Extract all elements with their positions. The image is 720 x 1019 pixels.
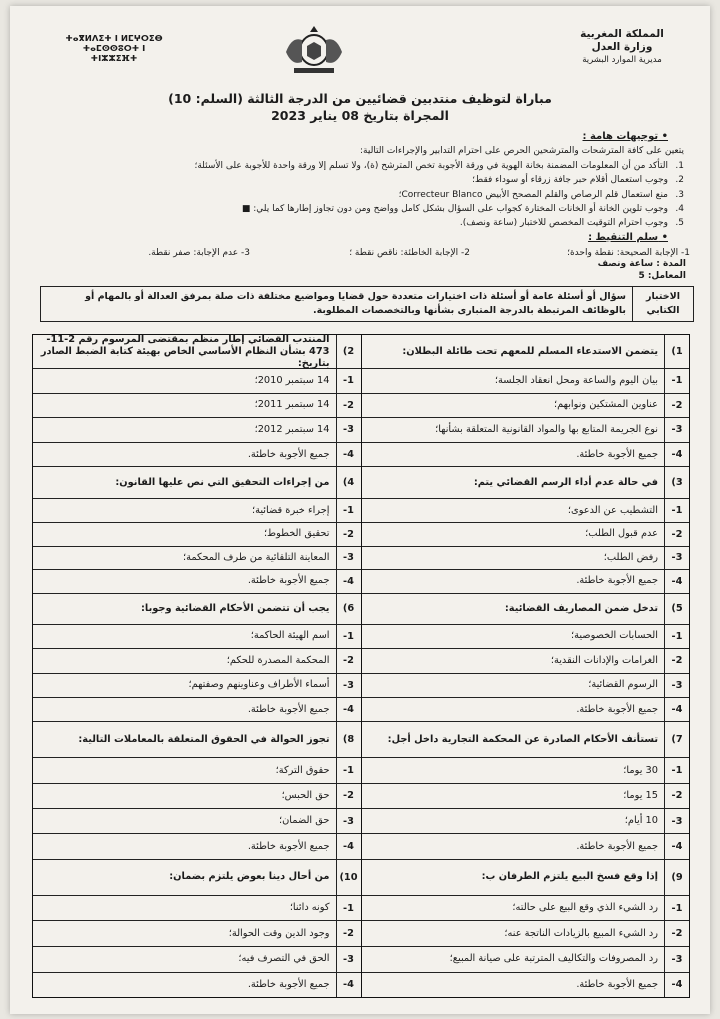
option-number: 1- (664, 758, 689, 782)
answer-option[interactable]: 2- الغرامات والإدانات النقدية؛ (362, 649, 690, 673)
instruction-item: 5. وجوب احترام التوقيت المخصص للاختبار (ساعة ونصف). (459, 218, 684, 229)
answer-option[interactable]: 1- الحسابات الخصوصية؛ (362, 625, 690, 649)
question-row: 2) المنتدب القضائي إطار منظم بمقتضى المرسوم رقم 2-11-473 بشأن النظام الأساسي الخاص بهيئة كتابة الضبط الصادر بتاريخ: (33, 335, 361, 369)
ministry-header-tifinagh: ⵜⴰⴳⵍⴷⵉⵜ ⵏ ⵍⵎⵖⵔⵉⴱ ⵜⴰⵎⵙⵙⵓⵔⵜ ⵏ ⵜⵏⵣⵣⵉⴼⵜ (65, 34, 163, 64)
answer-option[interactable]: 3- رفض الطلب؛ (362, 547, 690, 571)
question-row: 1) يتضمن الاستدعاء المسلم للمعهم تحت طائلة البطلان: (362, 335, 690, 369)
option-number: 1- (336, 896, 361, 921)
answer-option[interactable]: 1- كونه دائنا؛ (33, 896, 361, 922)
answer-option[interactable]: 2- عناوين المشتكين ونوابهم؛ (362, 394, 690, 419)
option-number: 4- (664, 834, 689, 858)
answer-option[interactable]: 1- بيان اليوم والساعة ومحل انعقاد الجلسة؛ (362, 369, 690, 394)
question-row: 8) تجوز الحوالة في الحقوق المتعلقة بالمعاملات التالية: (33, 722, 361, 758)
option-number: 2- (664, 523, 689, 546)
option-number: 4- (664, 443, 689, 467)
option-number: 2- (336, 394, 361, 418)
option-number: 1- (664, 369, 689, 393)
answer-option[interactable]: 4- جميع الأجوبة خاطئة. (33, 443, 361, 468)
option-number: 3- (664, 809, 689, 833)
option-number: 1- (336, 369, 361, 393)
option-number: 1- (664, 625, 689, 648)
instruction-item: 2. وجوب استعمال أقلام حبر جافة زرقاء أو سوداء فقط؛ (472, 175, 684, 186)
answer-option[interactable]: 4- جميع الأجوبة خاطئة. (362, 698, 690, 722)
answer-option[interactable]: 3- الحق في التصرف فيه؛ (33, 947, 361, 973)
option-number: 4- (664, 570, 689, 593)
option-number: 1- (336, 758, 361, 782)
answer-option[interactable]: 2- رد الشيء المبيع بالزيادات الناتجة عنه؛ (362, 921, 690, 947)
questions-table (32, 334, 690, 998)
option-number: 3- (664, 947, 689, 972)
answer-option[interactable]: 3- رد المصروفات والتكاليف المترتبة على صيانة المبيع؛ (362, 947, 690, 973)
option-number: 1- (664, 499, 689, 522)
option-number: 4- (664, 698, 689, 721)
option-number: 4- (336, 698, 361, 721)
question-row: 9) إذا وقع فسخ البيع يلتزم الطرفان ب: (362, 860, 690, 896)
option-number: 1- (664, 896, 689, 921)
question-row: 4) من إجراءات التحقيق التي نص عليها القانون: (33, 467, 361, 499)
answer-option[interactable]: 4- جميع الأجوبة خاطئة. (33, 698, 361, 722)
answer-option[interactable]: 1- 14 سبتمبر 2010؛ (33, 369, 361, 394)
answer-option[interactable]: 1- حقوق التركة؛ (33, 758, 361, 783)
option-number: 2- (664, 649, 689, 672)
option-number: 2- (336, 784, 361, 808)
option-number: 2- (664, 394, 689, 418)
exam-description-box: الاختبار الكتابي سؤال أو أسئلة عامة أو أسئلة ذات اختيارات متعددة حول قضايا ومواضيع مختلفة ذات صلة بمرفق العدالة أو بالمهام أو بالوظائف المرتبطة بالدرجة المتبارى بشأنها وبالتخصصات المطلوبة. (40, 286, 694, 322)
exam-meta: المدة : ساعة ونصف المعامل: 5 (597, 259, 686, 282)
answer-option[interactable]: 2- 15 يوما؛ (362, 784, 690, 809)
answer-option[interactable]: 3- 10 أيام؛ (362, 809, 690, 834)
questions-column-odd (361, 335, 690, 997)
answer-option[interactable]: 1- إجراء خبرة قضائية؛ (33, 499, 361, 523)
answer-option[interactable]: 3- حق الضمان؛ (33, 809, 361, 834)
option-number: 3- (336, 418, 361, 442)
answer-option[interactable]: 2- وجود الدين وقت الحوالة؛ (33, 921, 361, 947)
answer-option[interactable]: 3- الرسوم القضائية؛ (362, 674, 690, 698)
answer-option[interactable]: 1- رد الشيء الذي وقع البيع على حالته؛ (362, 896, 690, 922)
answer-option[interactable]: 3- 14 سبتمبر 2012؛ (33, 418, 361, 443)
option-number: 3- (336, 809, 361, 833)
answer-option[interactable]: 2- المحكمة المصدرة للحكم؛ (33, 649, 361, 673)
answer-option[interactable]: 4- جميع الأجوبة خاطئة. (33, 973, 361, 998)
option-number: 2- (336, 649, 361, 672)
question-row: 10) من أحال دينا بعوض يلتزم بضمان: (33, 860, 361, 896)
grading-scale: 1- الإجابة الصحيحة: نقطة واحدة؛ 2- الإجابة الخاطئة: ناقص نقطة ؛ 3- عدم الإجابة: صفر نقطة. (148, 248, 690, 259)
answer-option[interactable]: 1- اسم الهيئة الحاكمة؛ (33, 625, 361, 649)
coat-of-arms-icon (280, 22, 348, 78)
question-row: 6) يجب أن تتضمن الأحكام القضائية وجوبا: (33, 594, 361, 625)
question-row: 5) تدخل ضمن المصاريف القضائية: (362, 594, 690, 625)
ministry-header-arabic: المملكة المغربية وزارة العدل مديرية الموارد البشرية (580, 28, 664, 65)
answer-option[interactable]: 3- المعاينة التلقائية من طرف المحكمة؛ (33, 547, 361, 571)
answer-option[interactable]: 2- حق الحبس؛ (33, 784, 361, 809)
answer-option[interactable]: 4- جميع الأجوبة خاطئة. (362, 834, 690, 859)
instruction-item: 1. التأكد من أن المعلومات المضمنة بخانة الهوية في ورقة الأجوبة تخص المترشح (ة)، ولا تسلم إلا ورقة واحدة للأجوبة على الأسئلة؛ (194, 160, 684, 171)
option-number: 3- (664, 418, 689, 442)
instructions: • توجيهات هامة : يتعين على كافة المترشحات والمترشحين الحرص على احترام التدابير والإجراءات التالية: 1. التأكد من أن المعلومات المضمنة بخانة الهوية في ورقة الأجوبة تخص المترشح (ة)، ولا تسلم إلا ورقة واحدة للأجوبة على الأسئلة؛ 2. وجوب استعمال أقلام حبر جافة زرقاء أو سوداء فقط؛ 3. منع استعمال قلم الرصاص والقلم المصحح الأبيض Correcteur Blanco؛ 4. وجوب تلوين الخانة أو الخانات المختارة كجواب على السؤال بشكل كامل وواضح ومن دون تجاوز إطارها كما يلي: ■ 5. وجوب احترام التوقيت المخصص للاختبار (ساعة ونصف). • سلم التنقيط : (10, 130, 710, 245)
questions-column-even (33, 335, 361, 997)
answer-option[interactable]: 3- نوع الجريمة المتابع بها والمواد القانونية المتعلقة بشأنها؛ (362, 418, 690, 443)
answer-option[interactable]: 4- جميع الأجوبة خاطئة. (33, 570, 361, 594)
answer-option[interactable]: 1- التشطيب عن الدعوى؛ (362, 499, 690, 523)
option-number: 1- (336, 499, 361, 522)
instruction-item: 3. منع استعمال قلم الرصاص والقلم المصحح الأبيض Correcteur Blanco؛ (398, 189, 684, 200)
option-number: 2- (336, 921, 361, 946)
option-number: 4- (336, 570, 361, 593)
question-row: 3) في حالة عدم أداء الرسم القضائي يتم: (362, 467, 690, 499)
question-row: 7) تستأنف الأحكام الصادرة عن المحكمة التجارية داخل أجل: (362, 722, 690, 758)
option-number: 4- (664, 973, 689, 998)
option-number: 3- (336, 947, 361, 972)
option-number: 4- (336, 443, 361, 467)
option-number: 3- (336, 547, 361, 570)
option-number: 4- (336, 834, 361, 858)
answer-option[interactable]: 1- 30 يوما؛ (362, 758, 690, 783)
exam-title: مباراة لتوظيف منتدبين قضائيين من الدرجة الثالثة (السلم: 10) المجراة بتاريخ 08 يناير 2023 (168, 91, 552, 123)
answer-option[interactable]: 2- عدم قبول الطلب؛ (362, 523, 690, 547)
option-number: 2- (664, 921, 689, 946)
option-number: 2- (336, 523, 361, 546)
instruction-item: 4. وجوب تلوين الخانة أو الخانات المختارة كجواب على السؤال بشكل كامل وواضح ومن دون تجاوز إطارها كما يلي: ■ (241, 204, 684, 215)
answer-option[interactable]: 2- تحقيق الخطوط؛ (33, 523, 361, 547)
option-number: 3- (664, 674, 689, 697)
answer-option[interactable]: 4- جميع الأجوبة خاطئة. (362, 973, 690, 998)
answer-option[interactable]: 2- 14 سبتمبر 2011؛ (33, 394, 361, 419)
option-number: 3- (664, 547, 689, 570)
answer-option[interactable]: 3- أسماء الأطراف وعناوينهم وصفتهم؛ (33, 674, 361, 698)
option-number: 3- (336, 674, 361, 697)
option-number: 2- (664, 784, 689, 808)
exam-page (10, 6, 710, 1014)
option-number: 1- (336, 625, 361, 648)
answer-option[interactable]: 4- جميع الأجوبة خاطئة. (362, 443, 690, 468)
answer-option[interactable]: 4- جميع الأجوبة خاطئة. (362, 570, 690, 594)
option-number: 4- (336, 973, 361, 998)
letterhead (10, 6, 710, 84)
answer-option[interactable]: 4- جميع الأجوبة خاطئة. (33, 834, 361, 859)
